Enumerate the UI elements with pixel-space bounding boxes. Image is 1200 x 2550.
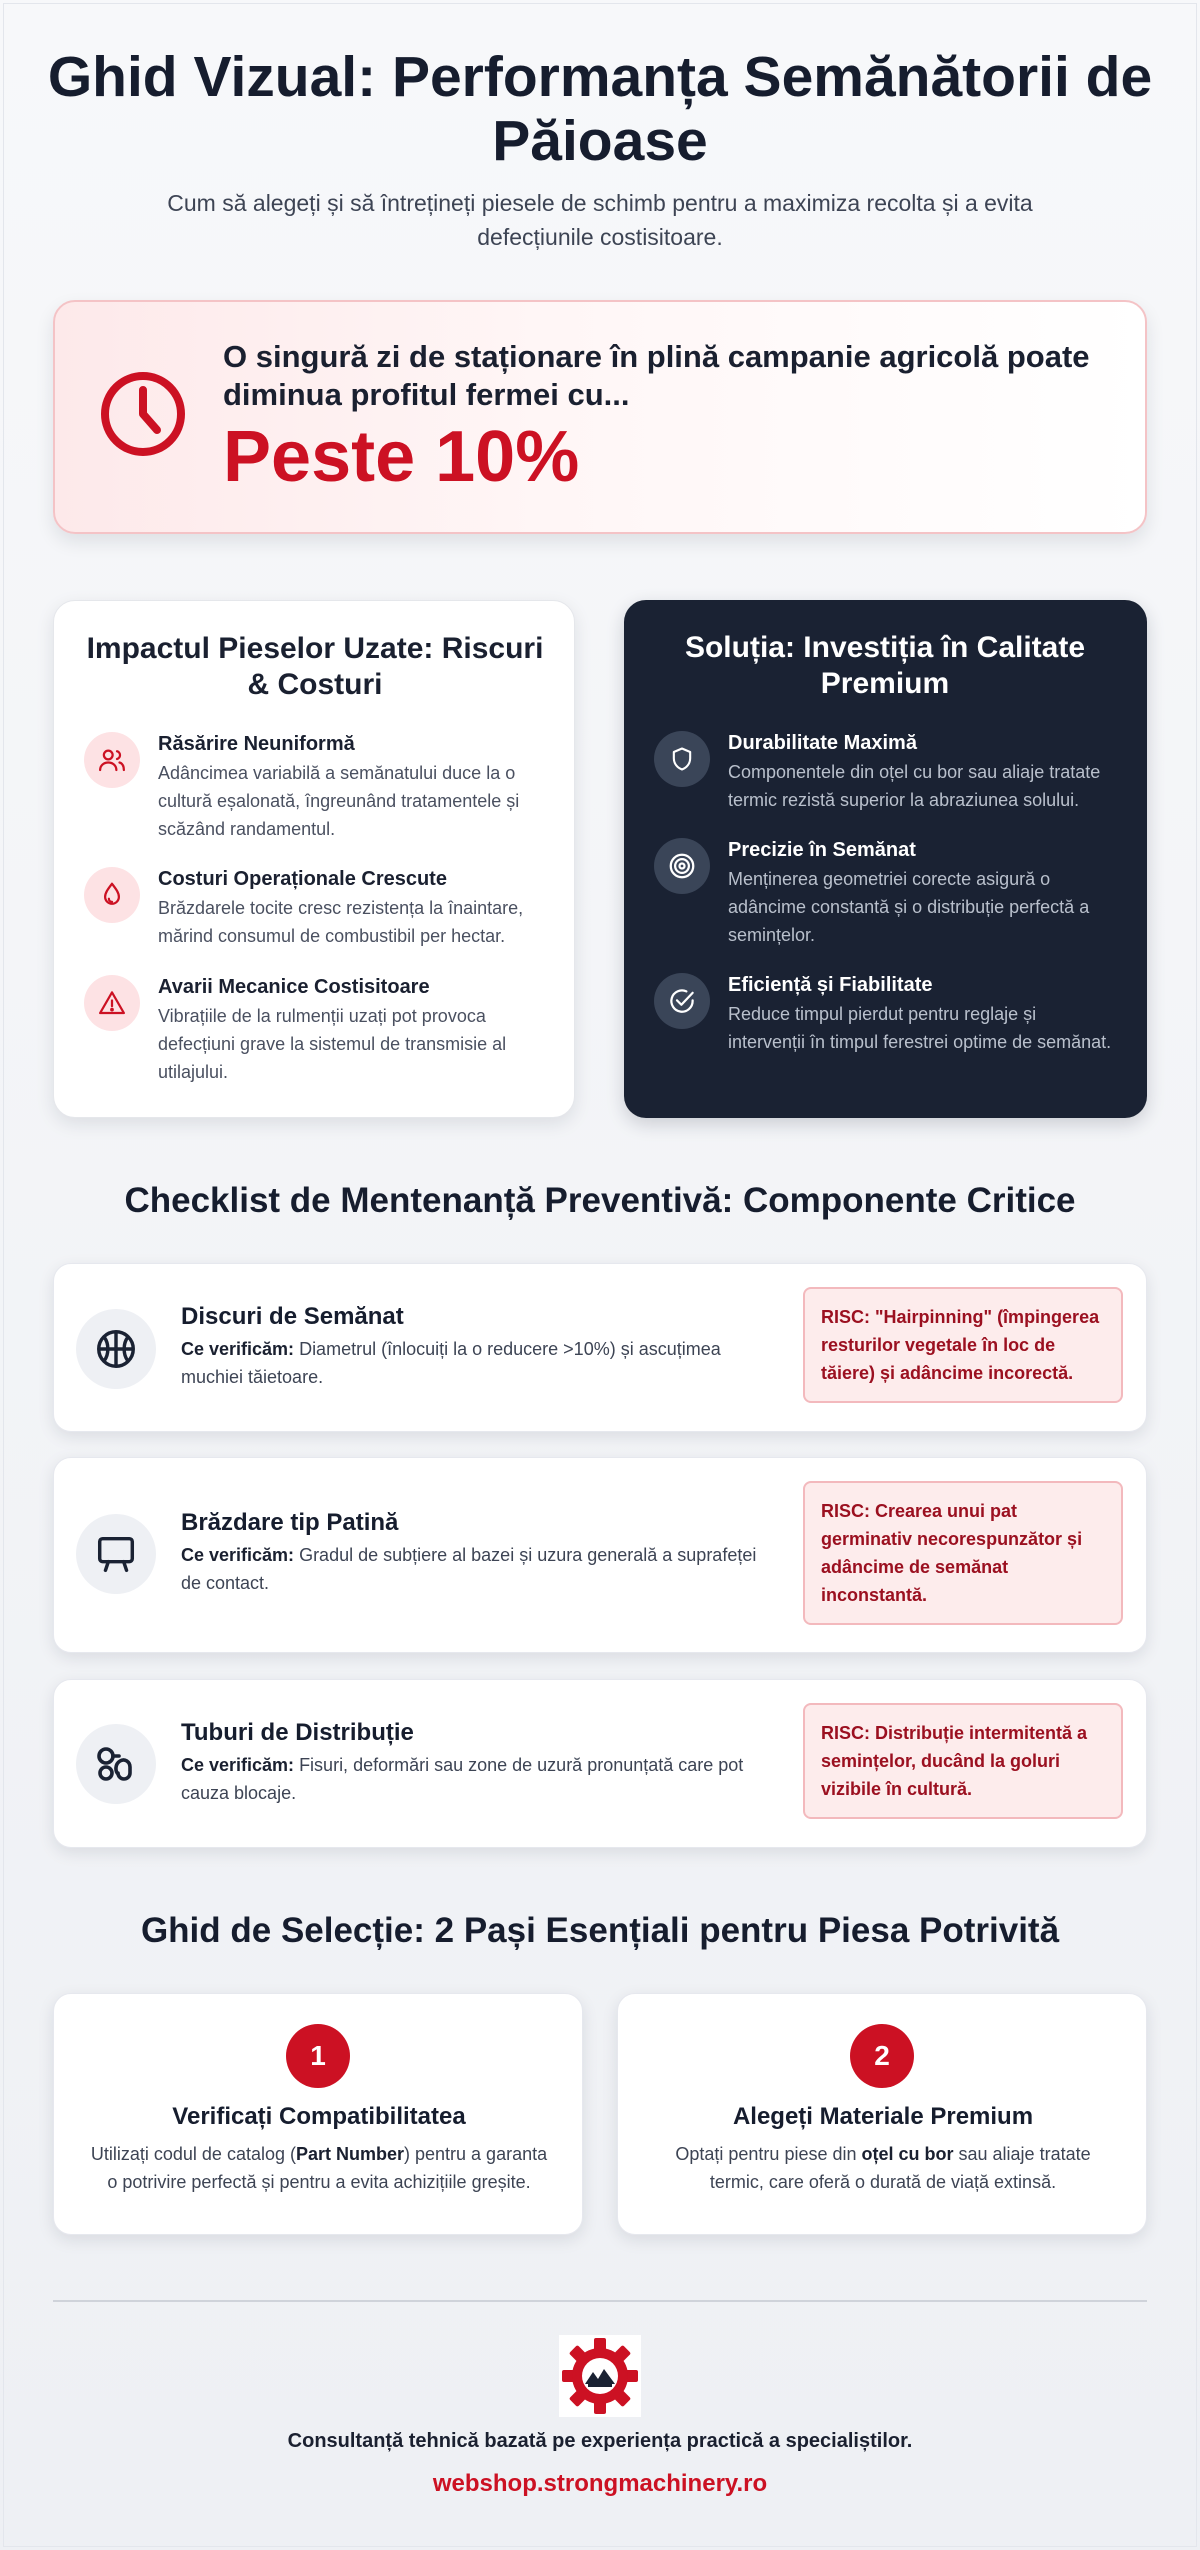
risk-box: RISC: Crearea unui pat germinativ necorespunzător și adâncime de semănat inconstantă. (803, 1481, 1123, 1625)
component-card (53, 1457, 1147, 1653)
impact-item-desc: Vibrațiile de la rulmenții uzați pot provoca defecțiuni grave la sistemul de transmisie al utilajului. (158, 1006, 507, 1082)
step-number: 2 (850, 2024, 914, 2088)
solution-item-desc: Reduce timpul pierdut pentru reglaje și intervenții în timpul ferestrei optime de semănat. (728, 1004, 1112, 1052)
coulter-icon (76, 1514, 156, 1594)
target-icon (654, 838, 710, 894)
impact-item-title: Costuri Operaționale Crescute (158, 868, 447, 890)
disc-icon (76, 1309, 156, 1389)
page-title: Ghid Vizual: Performanța Semănătorii de Păioase (47, 45, 1153, 173)
impact-item-desc: Brăzdarele tocite cresc rezistența la înaintare, mărind consumul de combustibil per hectar. (158, 898, 524, 946)
clock-icon (97, 368, 189, 460)
check-label: Ce verificăm: (181, 1339, 295, 1359)
page-subtitle: Cum să alegeți și să întrețineți piesele de schimb pentru a maximiza recolta și a evita defecțiunile costisitoare. (167, 190, 1033, 250)
checklist-title: Checklist de Mentenanță Preventivă: Componente Critice (124, 1181, 1076, 1220)
solution-item-title: Eficiență și Fiabilitate (728, 974, 933, 996)
impact-item-desc: Adâncimea variabilă a semănatului duce la o cultură eșalonată, îngreunând tratamentele și scăzând randamentul. (158, 763, 520, 839)
component-check (181, 1541, 771, 1597)
risk-box: RISC: "Hairpinning" (împingerea resturilor vegetale în loc de tăiere) și adâncime incorectă. (803, 1287, 1123, 1403)
hero-highlight: Peste 10% (223, 417, 580, 497)
check-circle-icon (654, 973, 710, 1029)
hero-text: O singură zi de staționare în plină campanie agricolă poate diminua profitul fermei cu... (223, 339, 1090, 412)
component-check (181, 1751, 771, 1807)
solution-item-desc: Componentele din oțel cu bor sau aliaje tratate termic rezistă superior la abraziunea solului. (728, 762, 1101, 810)
component-title: Tuburi de Distribuție (181, 1719, 414, 1746)
step-title: Verificați Compatibilitatea (172, 2103, 466, 2130)
risk-box: RISC: Distribuție intermitentă a semințelor, ducând la goluri vizibile în cultură. (803, 1703, 1123, 1819)
check-text: Diametrul (înlocuiți la o reducere >10%) și ascuțimea muchiei tăietoare. (181, 1339, 721, 1387)
strong-machinery-gear-logo (559, 2335, 641, 2417)
tubes-icon (76, 1724, 156, 1804)
step-title: Alegeți Materiale Premium (732, 2103, 1034, 2130)
check-label: Ce verificăm: (181, 1755, 295, 1775)
website-link[interactable]: webshop.strongmachinery.ro (432, 2470, 768, 2497)
component-title: Brăzdare tip Patină (181, 1509, 399, 1536)
solution-card (624, 600, 1147, 1118)
component-title: Discuri de Semănat (181, 1303, 404, 1330)
solution-title: Soluția: Investiția în Calitate Premium (684, 631, 1086, 700)
footer-divider (53, 2300, 1147, 2302)
shield-icon (654, 731, 710, 787)
footer-tagline: Consultanță tehnică bazată pe experiența practică a specialiștilor. (287, 2430, 913, 2452)
step-number: 1 (286, 2024, 350, 2088)
component-check (181, 1335, 771, 1391)
step-desc: Utilizați codul de catalog (Part Number) pentru a garanta o potrivire perfectă și pentru a evita achizițiile greșite. (90, 2144, 548, 2192)
check-text: Fisuri, deformări sau zone de uzură pronunțată care pot cauza blocaje. (181, 1755, 744, 1803)
hero-banner (53, 300, 1147, 534)
fuel-drop-icon (84, 867, 140, 923)
impact-item-title: Avarii Mecanice Costisitoare (158, 976, 430, 998)
solution-item-title: Precizie în Semănat (728, 839, 916, 861)
step-card (617, 1993, 1147, 2235)
check-label: Ce verificăm: (181, 1545, 295, 1565)
component-card (53, 1263, 1147, 1432)
step-desc: Optați pentru piese din oțel cu bor sau aliaje tratate termic, care oferă o durată de viață extinsă. (675, 2144, 1091, 2192)
users-icon (84, 732, 140, 788)
solution-item-desc: Menținerea geometriei corecte asigură o adâncime constantă și o distribuție perfectă a semințelor. (728, 869, 1090, 945)
impact-title: Impactul Pieselor Uzate: Riscuri & Costuri (86, 632, 544, 701)
warning-icon (84, 975, 140, 1031)
step-card (53, 1993, 583, 2235)
impact-card (53, 600, 575, 1118)
check-text: Gradul de subțiere al bazei și uzura generală a suprafeței de contact. (181, 1545, 757, 1593)
component-card (53, 1679, 1147, 1848)
impact-item-title: Răsărire Neuniformă (158, 733, 355, 755)
solution-item-title: Durabilitate Maximă (728, 732, 917, 754)
selection-title: Ghid de Selecție: 2 Pași Esențiali pentru Piesa Potrivită (140, 1911, 1060, 1950)
